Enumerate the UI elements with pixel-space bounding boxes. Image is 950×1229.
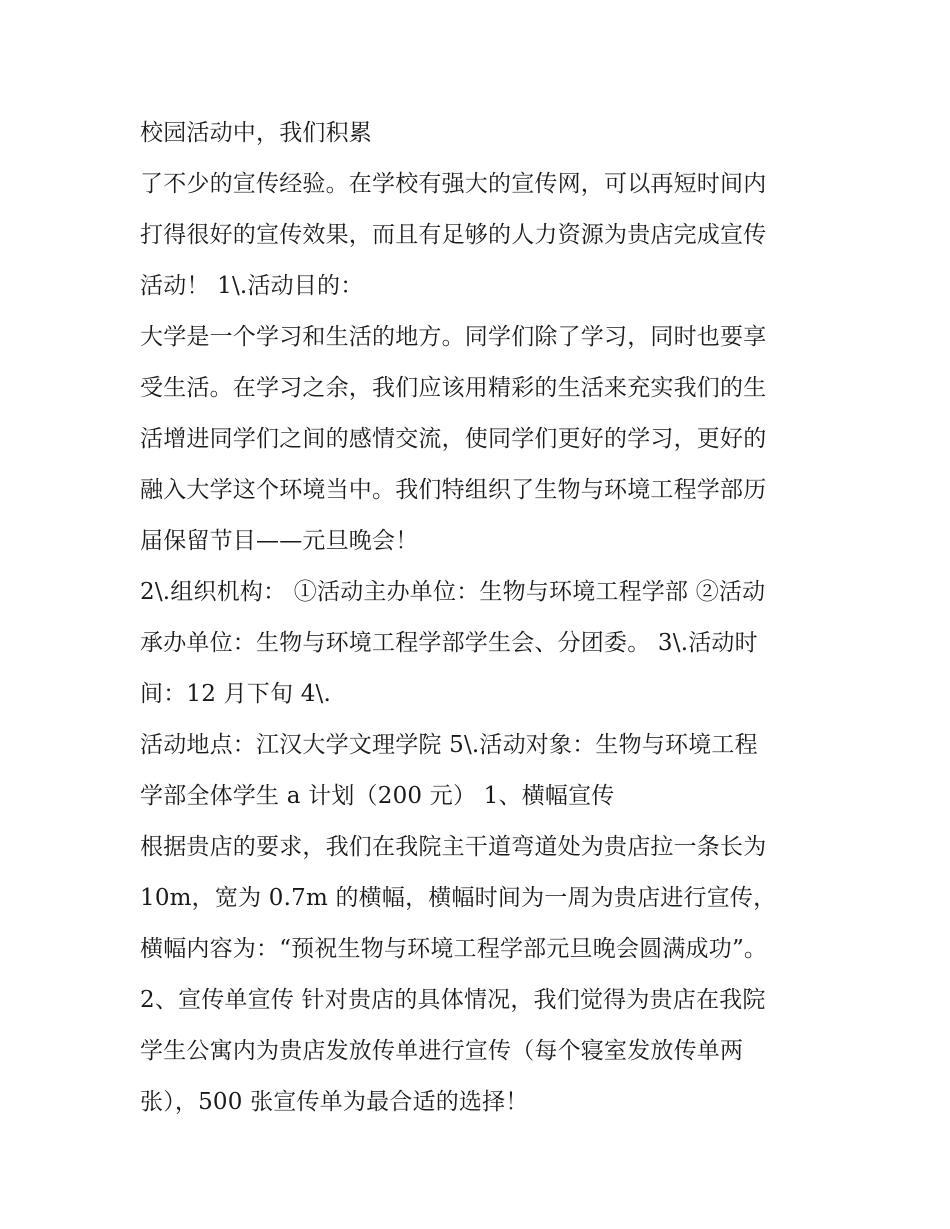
text-line: 大学是一个学习和生活的地方。同学们除了学习，同时也要享: [140, 324, 767, 350]
text-line: 张），500 张宣传单为最合适的选择！: [140, 1089, 529, 1115]
text-line: 了不少的宣传经验。在学校有强大的宣传网，可以再短时间内: [140, 171, 767, 197]
text-line: 根据贵店的要求，我们在我院主干道弯道处为贵店拉一条长为: [140, 834, 767, 860]
text-line: 2、宣传单宣传 针对贵店的具体情况，我们觉得为贵店在我院: [140, 987, 766, 1013]
text-line: 间：12 月下旬 4\.: [140, 681, 331, 707]
text-line: 校园活动中，我们积累: [140, 120, 372, 146]
text-line: 届保留节目——元旦晚会！: [140, 528, 419, 554]
text-line: 学部全体学生 a 计划（200 元） 1、横幅宣传: [140, 783, 615, 809]
text-line: 打得很好的宣传效果，而且有足够的人力资源为贵店完成宣传: [140, 222, 767, 248]
text-line: 10m，宽为 0.7m 的横幅，横幅时间为一周为贵店进行宣传，: [140, 885, 777, 911]
text-line: 融入大学这个环境当中。我们特组织了生物与环境工程学部历: [140, 477, 767, 503]
text-line: 活动地点：江汉大学文理学院 5\.活动对象：生物与环境工程: [140, 732, 758, 758]
text-line: 横幅内容为：“预祝生物与环境工程学部元旦晚会圆满成功”。: [140, 936, 768, 962]
text-line: 受生活。在学习之余，我们应该用精彩的生活来充实我们的生: [140, 375, 767, 401]
text-line: 活增进同学们之间的感情交流，使同学们更好的学习，更好的: [140, 426, 767, 452]
body-text: [140, 108, 820, 1128]
text-line: 2\.组织机构： ①活动主办单位：生物与环境工程学部 ②活动: [140, 579, 766, 605]
text-line: 学生公寓内为贵店发放传单进行宣传（每个寝室发放传单两: [140, 1038, 744, 1064]
text-line: 活动！ 1\.活动目的：: [140, 273, 364, 299]
text-line: 承办单位：生物与环境工程学部学生会、分团委。 3\.活动时: [140, 630, 758, 656]
